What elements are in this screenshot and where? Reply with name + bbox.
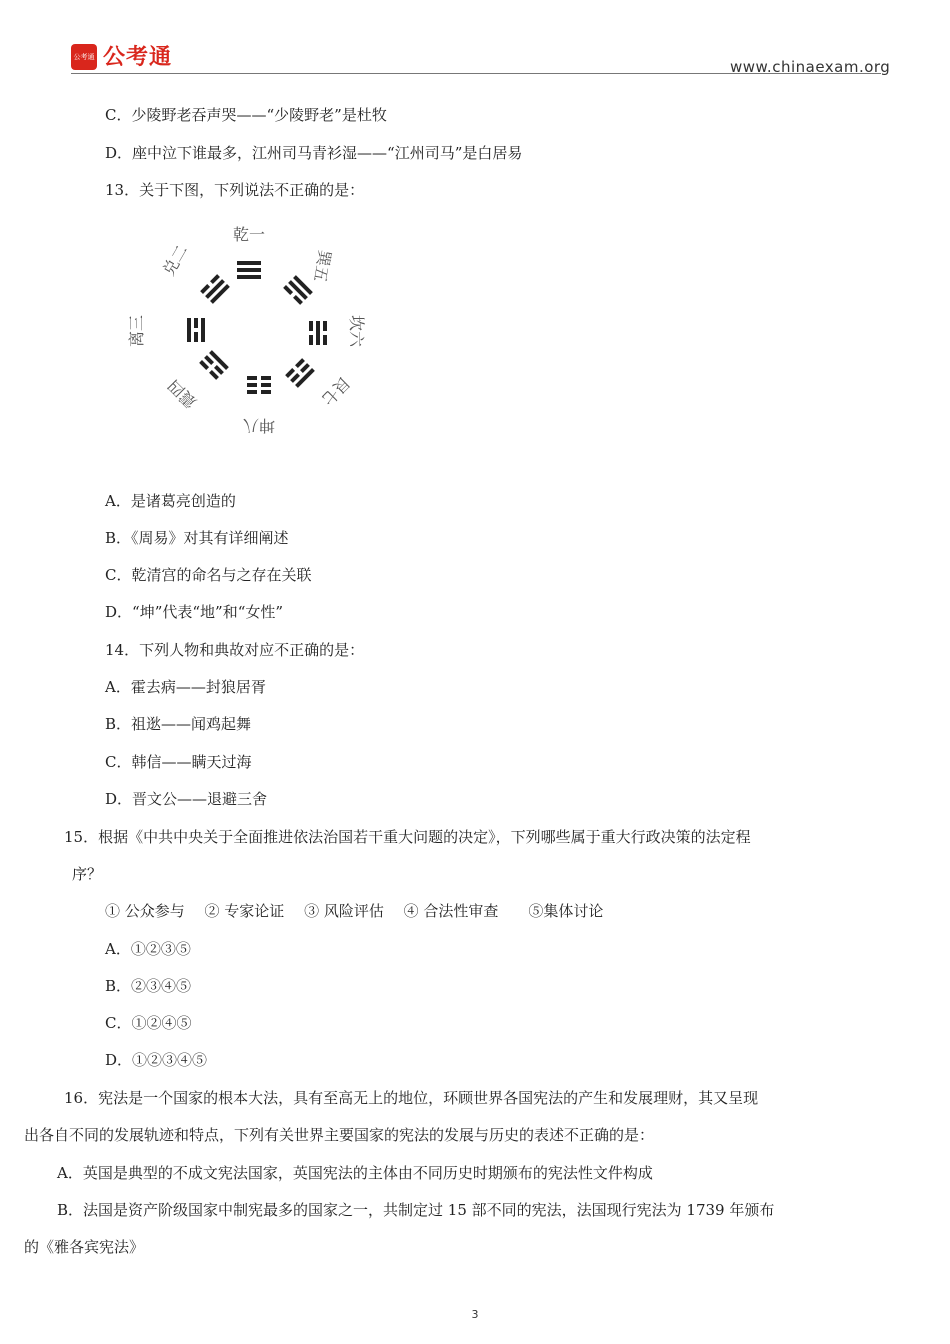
trigram-label-li: 离三 xyxy=(127,314,146,348)
q15-option-a: A．①②③⑤ xyxy=(105,940,191,958)
trigram-label-xun: 巽五 xyxy=(310,248,335,284)
q13-option-d: D．“坤”代表“地”和“女性” xyxy=(105,603,284,621)
trigram-label-gen: 艮七 xyxy=(317,372,354,409)
q16-stem-line2: 出各自不同的发展轨迹和特点，下列有关世界主要国家的宪法的发展与历史的表述不正确的是： xyxy=(24,1126,655,1144)
q15-stem-line1: 15．根据《中共中央关于全面推进依法治国若干重大问题的决定》，下列哪些属于重大行政决策的法定程 xyxy=(64,828,751,846)
q14-option-d: D．晋文公——退避三舍 xyxy=(105,790,268,808)
trigram-label-dui: 兑二 xyxy=(159,241,192,279)
site-url: www.chinaexam.org xyxy=(730,58,891,76)
trigram-label-kan: 坎六 xyxy=(347,314,366,348)
q14-option-a: A．霍去病——封狼居胥 xyxy=(105,678,266,696)
bagua-diagram xyxy=(120,215,370,455)
logo-text: 公考通 xyxy=(103,45,173,70)
logo-icon: 公考通 xyxy=(71,44,97,70)
q15-option-b: B．②③④⑤ xyxy=(105,977,192,995)
q15-option-c: C．①②④⑤ xyxy=(105,1014,192,1032)
q13-option-c: C．乾清宫的命名与之存在关联 xyxy=(105,566,312,584)
q14-stem: 14．下列人物和典故对应不正确的是： xyxy=(105,641,365,659)
q14-option-c: C．韩信——瞒天过海 xyxy=(105,753,252,771)
q15-stem-line2: 序？ xyxy=(72,865,103,883)
q15-option-d: D．①②③④⑤ xyxy=(105,1051,208,1069)
q12-option-c: C．少陵野老吞声哭——“少陵野老”是杜牧 xyxy=(105,106,387,124)
page-header xyxy=(0,0,950,100)
bagua-figure xyxy=(120,215,370,455)
q16-stem-line1: 16．宪法是一个国家的根本大法，具有至高无上的地位，环顾世界各国宪法的产生和发展理财，其又呈现 xyxy=(64,1089,759,1107)
trigram-label-kun: 坤八 xyxy=(242,416,276,435)
q13-stem: 13．关于下图，下列说法不正确的是： xyxy=(105,181,365,199)
q14-option-b: B．祖逖——闻鸡起舞 xyxy=(105,715,252,733)
q12-option-d: D．座中泣下谁最多，江州司马青衫湿——“江州司马”是白居易 xyxy=(105,144,523,162)
q13-option-b: B．《周易》对其有详细阐述 xyxy=(105,529,289,547)
q15-items: ① 公众参与 ② 专家论证 ③ 风险评估 ④ 合法性审查 ⑤集体讨论 xyxy=(105,902,604,920)
q16-option-b-line1: B．法国是资产阶级国家中制宪最多的国家之一，共制定过 15 部不同的宪法，法国现行宪法为 1739 年颁布 xyxy=(57,1201,775,1219)
trigram-label-zhen: 震四 xyxy=(164,375,201,412)
q16-option-b-line2: 的《雅各宾宪法》 xyxy=(24,1238,145,1256)
trigram-label-qian: 乾一 xyxy=(232,225,266,244)
q13-option-a: A．是诸葛亮创造的 xyxy=(105,492,236,510)
page-number: 3 xyxy=(471,1308,479,1321)
q16-option-a: A．英国是典型的不成文宪法国家，英国宪法的主体由不同历史时期颁布的宪法性文件构成 xyxy=(57,1164,653,1182)
